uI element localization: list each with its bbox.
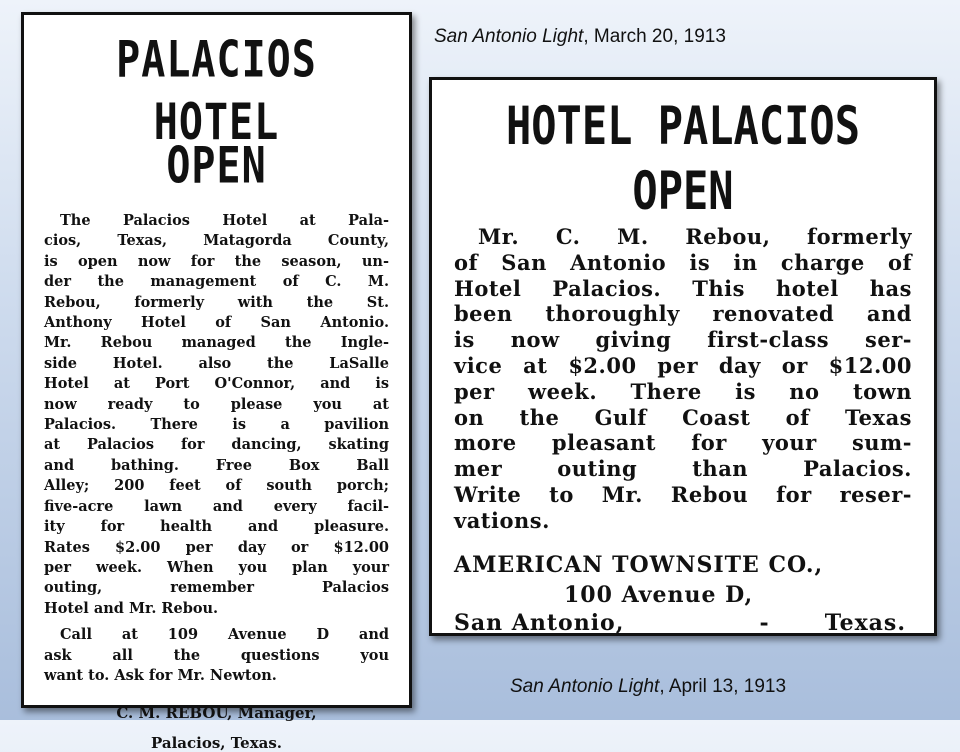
text-line: Alley; 200 feet of south porch; — [44, 477, 389, 495]
text-line: Mr. Rebou managed the Ingle- — [44, 334, 389, 352]
text-line: Rates $2.00 per day or $12.00 — [44, 538, 389, 556]
text-line: now ready to please you at — [44, 395, 389, 413]
article-paragraph-1 — [44, 211, 389, 619]
company-city: San Antonio, — [454, 609, 625, 636]
text-line: The Palacios Hotel at Pala- — [60, 212, 389, 229]
text-line: Rebou, formerly with the St. — [44, 293, 389, 311]
publication-name: San Antonio Light — [510, 676, 660, 697]
text-line: and bathing. Free Box Ball — [44, 456, 389, 474]
article-paragraph — [454, 224, 912, 534]
text-line: per week. When you plan your — [44, 558, 389, 576]
text-line: ity for health and pleasure. — [44, 518, 389, 536]
text-line: ask all the questions you — [44, 646, 389, 664]
text-line: on the Gulf Coast of Texas — [454, 404, 912, 430]
text-line: Palacios. There is a pavilion — [44, 416, 389, 434]
text-line: Hotel at Port O'Connor, and is — [44, 375, 389, 393]
text-line: Call at 109 Avenue D and — [60, 626, 389, 644]
publication-name: San Antonio Light — [434, 26, 584, 47]
text-line: vations. — [454, 507, 550, 533]
text-line: want to. Ask for Mr. Newton. — [44, 666, 277, 684]
newspaper-clipping-march — [21, 12, 412, 752]
text-line: outing, remember Palacios — [44, 579, 389, 597]
article-paragraph-2 — [44, 625, 389, 686]
text-line: five-acre lawn and every facil- — [44, 497, 389, 515]
newspaper-clipping-april — [429, 77, 937, 636]
text-line: is now giving first-class ser- — [454, 327, 912, 353]
text-line: vice at $2.00 per day or $12.00 — [454, 352, 912, 378]
caption-april-1913 — [510, 676, 786, 698]
publication-date: , April 13, 1913 — [659, 676, 787, 697]
signature-name: C. M. REBOU, Manager, — [116, 704, 317, 723]
text-line: Write to Mr. Rebou for reser- — [454, 481, 912, 507]
company-name: AMERICAN TOWNSITE CO., — [454, 551, 824, 578]
publication-date: , March 20, 1913 — [583, 26, 726, 47]
headline-line-2: OPEN — [166, 137, 267, 195]
separator-dash: - — [759, 609, 770, 636]
text-line: mer outing than Palacios. — [454, 456, 912, 482]
headline-line-1: PALACIOS HOTEL — [116, 31, 317, 152]
text-line: more pleasant for your sum- — [454, 430, 912, 456]
company-address: 100 Avenue D, — [564, 581, 754, 608]
company-state: Texas. — [824, 609, 906, 636]
caption-march-1913 — [434, 26, 726, 48]
text-line: Mr. C. M. Rebou, formerly — [478, 224, 912, 249]
text-line: side Hotel. also the LaSalle — [44, 354, 389, 372]
signature-place: Palacios, Texas. — [150, 734, 283, 752]
text-line: is open now for the season, un- — [44, 252, 389, 270]
text-line: Hotel Palacios. This hotel has — [454, 275, 912, 301]
text-line: Hotel and Mr. Rebou. — [44, 599, 219, 617]
text-line: of San Antonio is in charge of — [454, 249, 912, 275]
text-line: cios, Texas, Matagorda County, — [44, 232, 389, 250]
text-line: been thoroughly renovated and — [454, 301, 912, 327]
company-city-line — [454, 610, 912, 636]
text-line: at Palacios for dancing, skating — [44, 436, 389, 454]
headline: HOTEL PALACIOS OPEN — [505, 95, 860, 222]
text-line: Anthony Hotel of San Antonio. — [44, 314, 389, 332]
text-line: per week. There is no town — [454, 378, 912, 404]
text-line: der the management of C. M. — [44, 273, 389, 291]
